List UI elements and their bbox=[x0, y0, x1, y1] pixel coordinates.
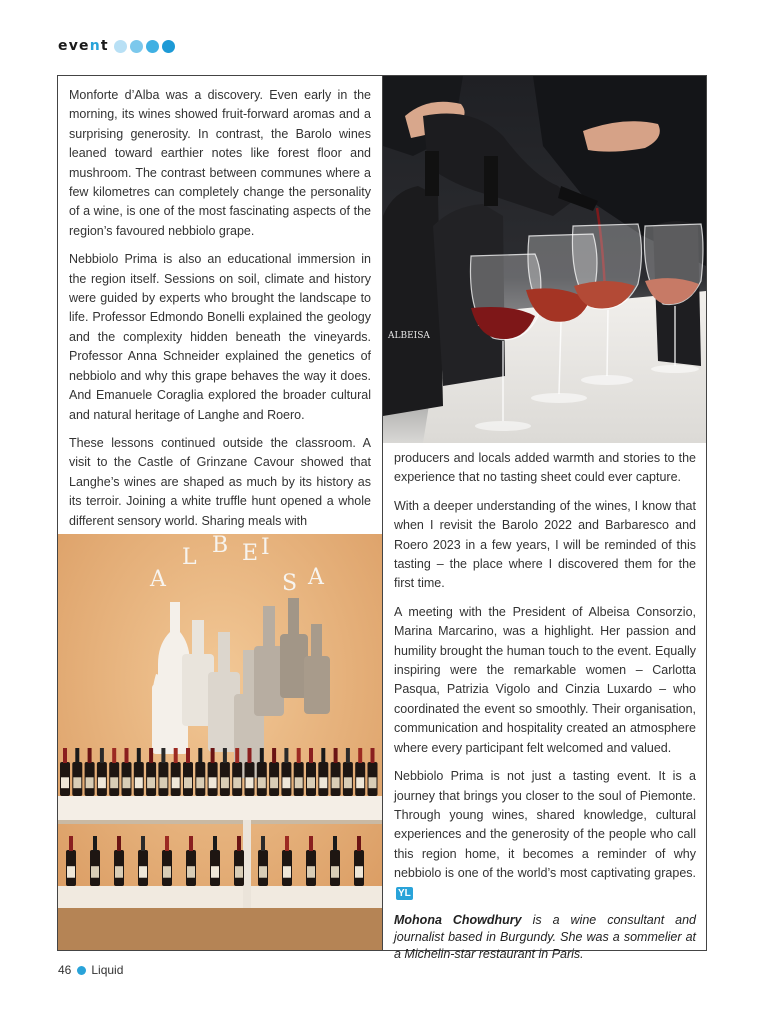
paragraph: Monforte d’Alba was a discovery. Even early in the morning, its wines showed fruit-forward aromas and a surprising generosity. In contrast, the Barolo wines leaned toward earthier notes like forest floor and mushroom. The contrast between communes where a few kilometres can completely change the personality of a wine, is one of the most fascinating aspects of the region’s favoured nebbiolo grape. bbox=[69, 88, 371, 238]
paragraph: A meeting with the President of Albeisa Consorzio, Marina Marcarino, was a highlight. Her passion and humility brought the human touch to the event. Equally inspiring were the remarkable women – Carlotta Pasqua, Patrizia Vigolo and Cinzia Luxardo – who coordinated the event so smoothly. Their organisation, communication and hospitality created an atmosphere where every participant felt welcomed and valued. bbox=[394, 604, 696, 755]
left-column-text bbox=[69, 86, 371, 540]
header-dot bbox=[162, 40, 175, 53]
end-mark-icon: YL bbox=[398, 887, 411, 899]
footer-dot bbox=[77, 966, 86, 975]
author-bio bbox=[394, 912, 696, 963]
wall-letter: I bbox=[261, 535, 270, 560]
paragraph: With a deeper understanding of the wines, I know that when I revisit the Barolo 2022 and Barbaresco and Roero 2023 in a few years, I will be reminded of this tasting – the place where I discovered them for the first time. bbox=[394, 498, 696, 591]
wall-letter: E bbox=[242, 541, 259, 566]
wine-pouring-photo bbox=[383, 76, 706, 443]
header-dots bbox=[114, 40, 178, 53]
header-dot bbox=[146, 40, 159, 53]
paragraph: producers and locals added warmth and stories to the experience that no tasting sheet could ever capture. bbox=[394, 451, 696, 485]
author-bio-text: is a wine consultant and journalist based in Burgundy. She was a sommelier at a Michelin-star restaurant in Paris. bbox=[394, 912, 697, 961]
wall-letter: B bbox=[212, 534, 229, 558]
magazine-name: Liquid bbox=[91, 963, 124, 977]
page-number: 46 bbox=[58, 963, 72, 977]
page-footer bbox=[58, 963, 123, 977]
section-label: event bbox=[58, 38, 109, 54]
wall-letter: A bbox=[150, 567, 166, 592]
right-column-text bbox=[394, 449, 696, 972]
wall-letter: A bbox=[308, 565, 324, 590]
paragraph: These lessons continued outside the classroom. A visit to the Castle of Grinzane Cavour showed that Langhe’s wines are shaped as much by its history as its terroir. Joining a white truffle hunt opened a whole different sensory world. Sharing meals with bbox=[69, 435, 371, 528]
wall-letter: S bbox=[282, 571, 298, 596]
author-name: Mohona Chowdhury bbox=[394, 912, 522, 927]
wall-letter: L bbox=[182, 545, 197, 570]
paragraph: Nebbiolo Prima is not just a tasting event. It is a journey that brings you closer to the soul of Piemonte. Through young wines, shared knowledge, cultural experiences and the generosity of the people who call this region home, it becomes a reminder of why nebbiolo is one of the world’s most captivating grapes. bbox=[394, 769, 696, 881]
bag-label: ALBEISA bbox=[388, 331, 430, 341]
section-header bbox=[58, 36, 178, 56]
albeisa-wall-photo bbox=[58, 534, 382, 950]
paragraph-final bbox=[394, 767, 696, 903]
paragraph: Nebbiolo Prima is also an educational immersion in the region itself. Sessions on soil, climate and history were guided by experts who brought the landscape to life. Professor Edmondo Bonelli explained the geology and the complexity hidden beneath the vineyards. Professor Anna Schneider explained the genetics of nebbiolo and why this grape behaves the way it does. And Emanuele Coraglia explored the broader cultural and natural heritage of Langhe and Roero. bbox=[69, 252, 371, 422]
header-dot bbox=[130, 40, 143, 53]
header-dot bbox=[114, 40, 127, 53]
